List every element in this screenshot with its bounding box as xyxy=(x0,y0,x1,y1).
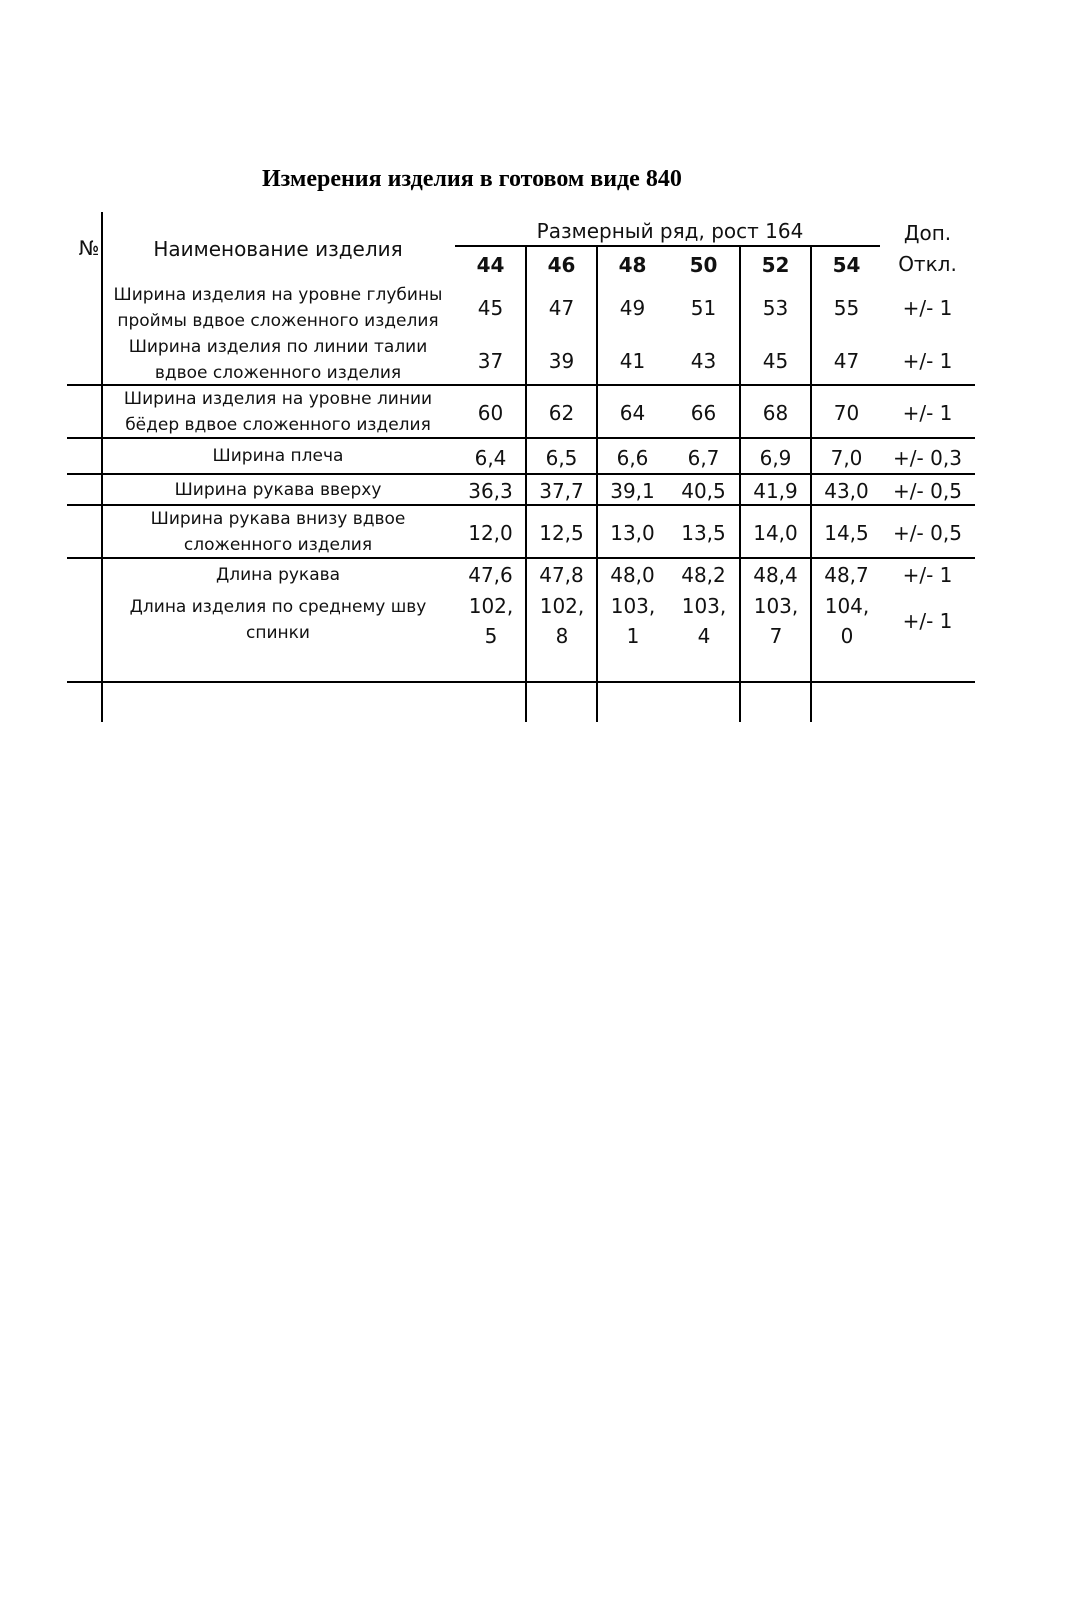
tolerance-value: +/- 0,5 xyxy=(893,521,962,545)
measurement-value: 48,0 xyxy=(610,563,655,587)
measurement-value: 48,2 xyxy=(681,563,726,587)
measurement-value: 43,0 xyxy=(824,479,869,503)
measurement-value: 53 xyxy=(762,296,789,320)
measurement-value: 47,6 xyxy=(468,563,513,587)
page-title: Измерения изделия в готовом виде 840 xyxy=(262,166,682,192)
measurement-name: Длина рукава xyxy=(215,565,341,585)
tolerance-header-line2: Откл. xyxy=(898,252,957,276)
measurement-name: Ширина рукава вверху xyxy=(174,480,382,500)
measurement-value: 6,5 xyxy=(545,446,578,470)
tolerance-value: +/- 1 xyxy=(902,609,953,633)
measurement-value: 45 xyxy=(477,296,504,320)
measurement-name: Ширина рукава внизу вдвое сложенного изделия xyxy=(150,509,406,555)
number-header: № xyxy=(78,236,100,260)
measurement-value: 102, 5 xyxy=(468,594,514,648)
measurement-value: 62 xyxy=(548,401,575,425)
measurement-value: 12,5 xyxy=(539,521,584,545)
grid-line xyxy=(67,681,975,683)
measurement-value: 39,1 xyxy=(610,479,655,503)
size-header: 50 xyxy=(689,253,718,277)
measurement-name: Ширина плеча xyxy=(212,446,344,466)
tolerance-header-line1: Доп. xyxy=(903,221,952,245)
measurement-value: 37,7 xyxy=(539,479,584,503)
tolerance-value: +/- 1 xyxy=(902,401,953,425)
size-header: 54 xyxy=(832,253,861,277)
measurement-value: 104, 0 xyxy=(824,594,870,648)
measurement-value: 55 xyxy=(833,296,860,320)
tolerance-value: +/- 0,3 xyxy=(893,446,962,470)
measurement-value: 36,3 xyxy=(468,479,513,503)
measurement-value: 41 xyxy=(619,349,646,373)
measurement-value: 103, 4 xyxy=(681,594,727,648)
measurement-value: 64 xyxy=(619,401,646,425)
measurement-value: 51 xyxy=(690,296,717,320)
measurement-value: 45 xyxy=(762,349,789,373)
measurement-value: 39 xyxy=(548,349,575,373)
measurement-value: 6,7 xyxy=(687,446,720,470)
size-header: 52 xyxy=(761,253,790,277)
measurement-value: 66 xyxy=(690,401,717,425)
measurement-value: 48,7 xyxy=(824,563,869,587)
size-header: 48 xyxy=(618,253,647,277)
measurement-value: 103, 1 xyxy=(610,594,656,648)
measurement-value: 41,9 xyxy=(753,479,798,503)
tolerance-value: +/- 1 xyxy=(902,349,953,373)
measurement-value: 103, 7 xyxy=(753,594,799,648)
name-header: Наименование изделия xyxy=(153,237,403,261)
size-header: 44 xyxy=(476,253,505,277)
measurement-value: 6,4 xyxy=(474,446,507,470)
measurement-value: 49 xyxy=(619,296,646,320)
measurement-value: 37 xyxy=(477,349,504,373)
size-row-header: Размерный ряд, рост 164 xyxy=(536,219,804,243)
grid-line xyxy=(101,212,103,722)
tolerance-value: +/- 1 xyxy=(902,563,953,587)
measurement-name: Ширина изделия на уровне линии бёдер вдвое сложенного изделия xyxy=(123,389,433,435)
tolerance-value: +/- 1 xyxy=(902,296,953,320)
tolerance-value: +/- 0,5 xyxy=(893,479,962,503)
measurement-value: 12,0 xyxy=(468,521,513,545)
measurement-value: 6,6 xyxy=(616,446,649,470)
measurement-value: 102, 8 xyxy=(539,594,585,648)
measurement-name: Ширина изделия на уровне глубины проймы вдвое сложенного изделия xyxy=(113,285,443,331)
measurement-value: 47,8 xyxy=(539,563,584,587)
measurement-value: 43 xyxy=(690,349,717,373)
measurement-value: 13,0 xyxy=(610,521,655,545)
measurement-value: 7,0 xyxy=(830,446,863,470)
measurement-value: 14,5 xyxy=(824,521,869,545)
measurement-value: 13,5 xyxy=(681,521,726,545)
measurement-value: 68 xyxy=(762,401,789,425)
measurement-value: 14,0 xyxy=(753,521,798,545)
size-header: 46 xyxy=(547,253,576,277)
measurement-value: 48,4 xyxy=(753,563,798,587)
measurement-name: Ширина изделия по линии талии вдвое сложенного изделия xyxy=(128,337,428,383)
measurement-value: 6,9 xyxy=(759,446,792,470)
measurement-value: 40,5 xyxy=(681,479,726,503)
measurement-value: 47 xyxy=(548,296,575,320)
measurement-name: Длина изделия по среднему шву спинки xyxy=(129,597,427,643)
measurement-value: 60 xyxy=(477,401,504,425)
measurement-value: 70 xyxy=(833,401,860,425)
measurement-value: 47 xyxy=(833,349,860,373)
